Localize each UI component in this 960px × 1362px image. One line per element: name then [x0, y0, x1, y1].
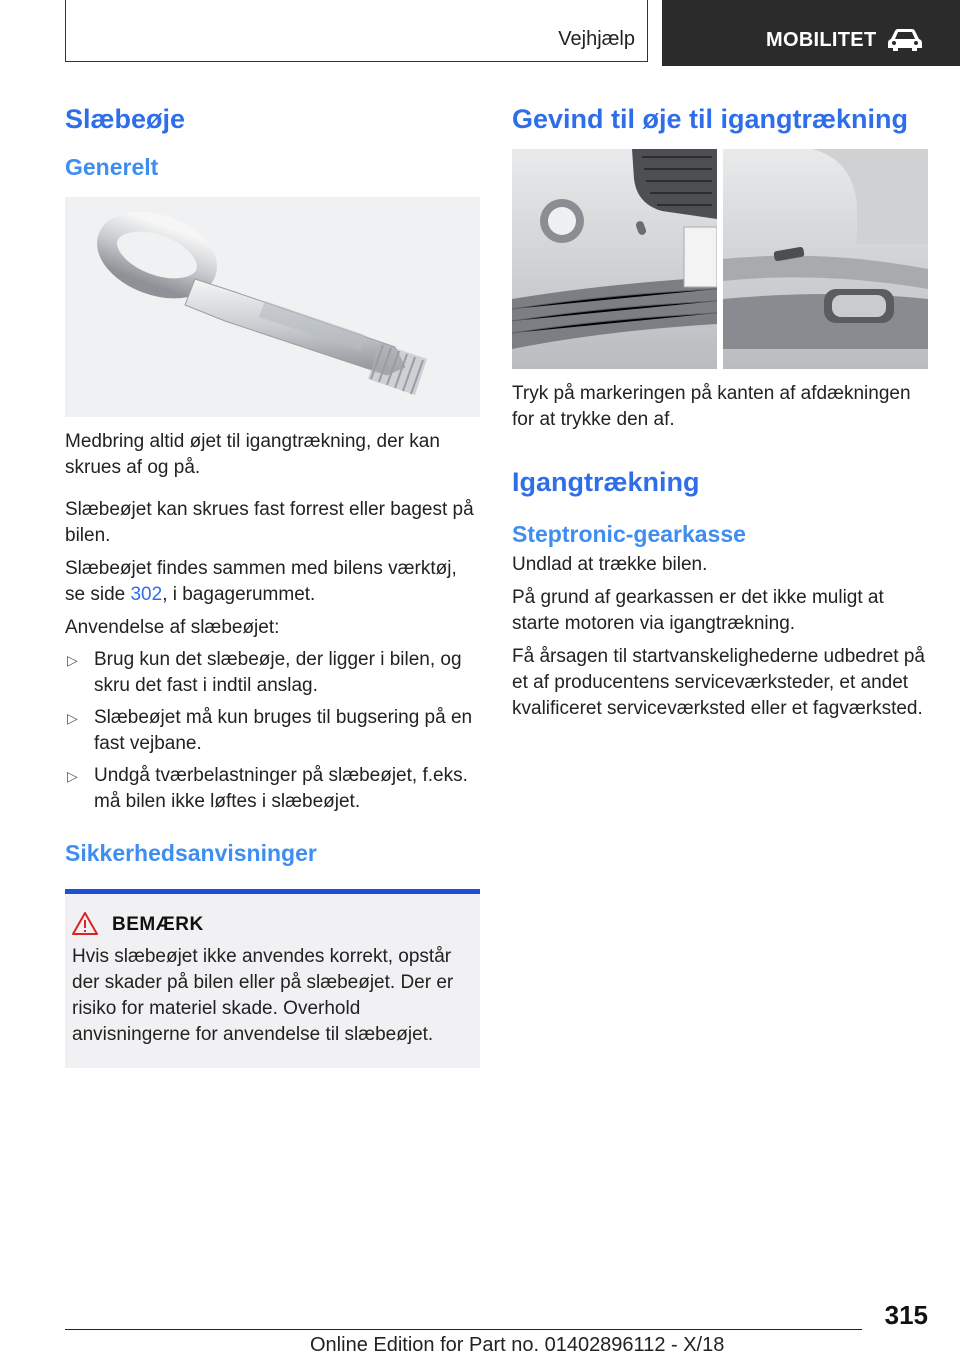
- footer-edition: Online Edition for Part no. 01402896112 - X/18: [310, 1334, 725, 1356]
- header-chapter-label: MOBILITET: [766, 29, 877, 51]
- header-chapter-tab: [662, 0, 960, 66]
- paragraph-bring-eye: Medbring altid øjet til igangtrækning, der kan skrues af og på.: [65, 431, 440, 478]
- bumper-cover-image: [512, 149, 928, 369]
- towing-eye-image: [65, 197, 480, 417]
- section-title-thread: Gevind til øje til igangtrækning: [512, 104, 909, 134]
- footer-divider: [65, 1329, 862, 1330]
- list-item-text: Undgå tværbelastninger på slæbeøjet, f.eks. må bilen ikke løftes i slæbeøjet.: [94, 765, 468, 812]
- location-text-before: Slæbeøjet findes sammen med bilens værktøj, se side: [65, 558, 457, 605]
- triangle-bullet-icon: ▷: [67, 710, 78, 726]
- warning-triangle-icon: [72, 912, 98, 935]
- list-item: [65, 763, 480, 815]
- paragraph-do-not-tow: Undlad at trække bilen.: [512, 554, 708, 575]
- list-item-text: Slæbeøjet må kun bruges til bugsering på en fast vejbane.: [94, 707, 473, 754]
- location-text-after: , i bagagerummet.: [162, 584, 316, 605]
- paragraph-usage-intro: Anvendelse af slæbeøjet:: [65, 617, 280, 638]
- right-column: [512, 95, 928, 722]
- header-section-title: Vejhjælp: [558, 28, 635, 50]
- section-title-towing-eye: Slæbeøje: [65, 104, 186, 134]
- subsection-steptronic: Steptronic-gearkasse: [512, 521, 746, 547]
- warning-box: [65, 889, 480, 1068]
- towing-eye-illustration: [65, 197, 480, 417]
- usage-list: [65, 647, 480, 815]
- subsection-general: Generelt: [65, 154, 159, 180]
- list-item: [65, 705, 480, 757]
- bumper-illustration: [512, 149, 928, 369]
- warning-text: Hvis slæbeøjet ikke anvendes korrekt, opstår der skader på bilen eller på slæbeøjet. Der er risiko for materiel skade. Overhold anvisningerne for anvendelse til slæbeøjet.: [72, 946, 454, 1045]
- warning-title: [112, 914, 473, 936]
- car-icon: [886, 28, 924, 52]
- left-column: [65, 95, 480, 1068]
- list-item-text: Brug kun det slæbeøje, der ligger i bilen, og skru det fast i indtil anslag.: [94, 649, 462, 696]
- section-title-tow-start: Igangtrækning: [512, 467, 700, 497]
- paragraph-screw-position: Slæbeøjet kan skrues fast forrest eller bagest på bilen.: [65, 499, 474, 546]
- page-link-302[interactable]: 302: [130, 584, 163, 605]
- section-safety-instructions: Sikkerhedsanvisninger: [65, 840, 317, 866]
- triangle-bullet-icon: ▷: [67, 652, 78, 668]
- caption-press-marking: Tryk på markeringen på kanten af afdækningen for at trykke den af.: [512, 383, 911, 430]
- paragraph-location: [65, 556, 480, 608]
- warning-title-text: BEMÆRK: [112, 914, 204, 935]
- list-item: [65, 647, 480, 699]
- triangle-bullet-icon: ▷: [67, 768, 78, 784]
- page-number: 315: [884, 1300, 928, 1330]
- paragraph-gearbox-reason: På grund af gearkassen er det ikke muligt at starte motoren via igangtrækning.: [512, 587, 884, 634]
- paragraph-get-fixed: Få årsagen til startvanskelighederne udbedret på et af producentens serviceværksteder, et andet kvalificeret serviceværksted eller et fagværksted.: [512, 646, 925, 719]
